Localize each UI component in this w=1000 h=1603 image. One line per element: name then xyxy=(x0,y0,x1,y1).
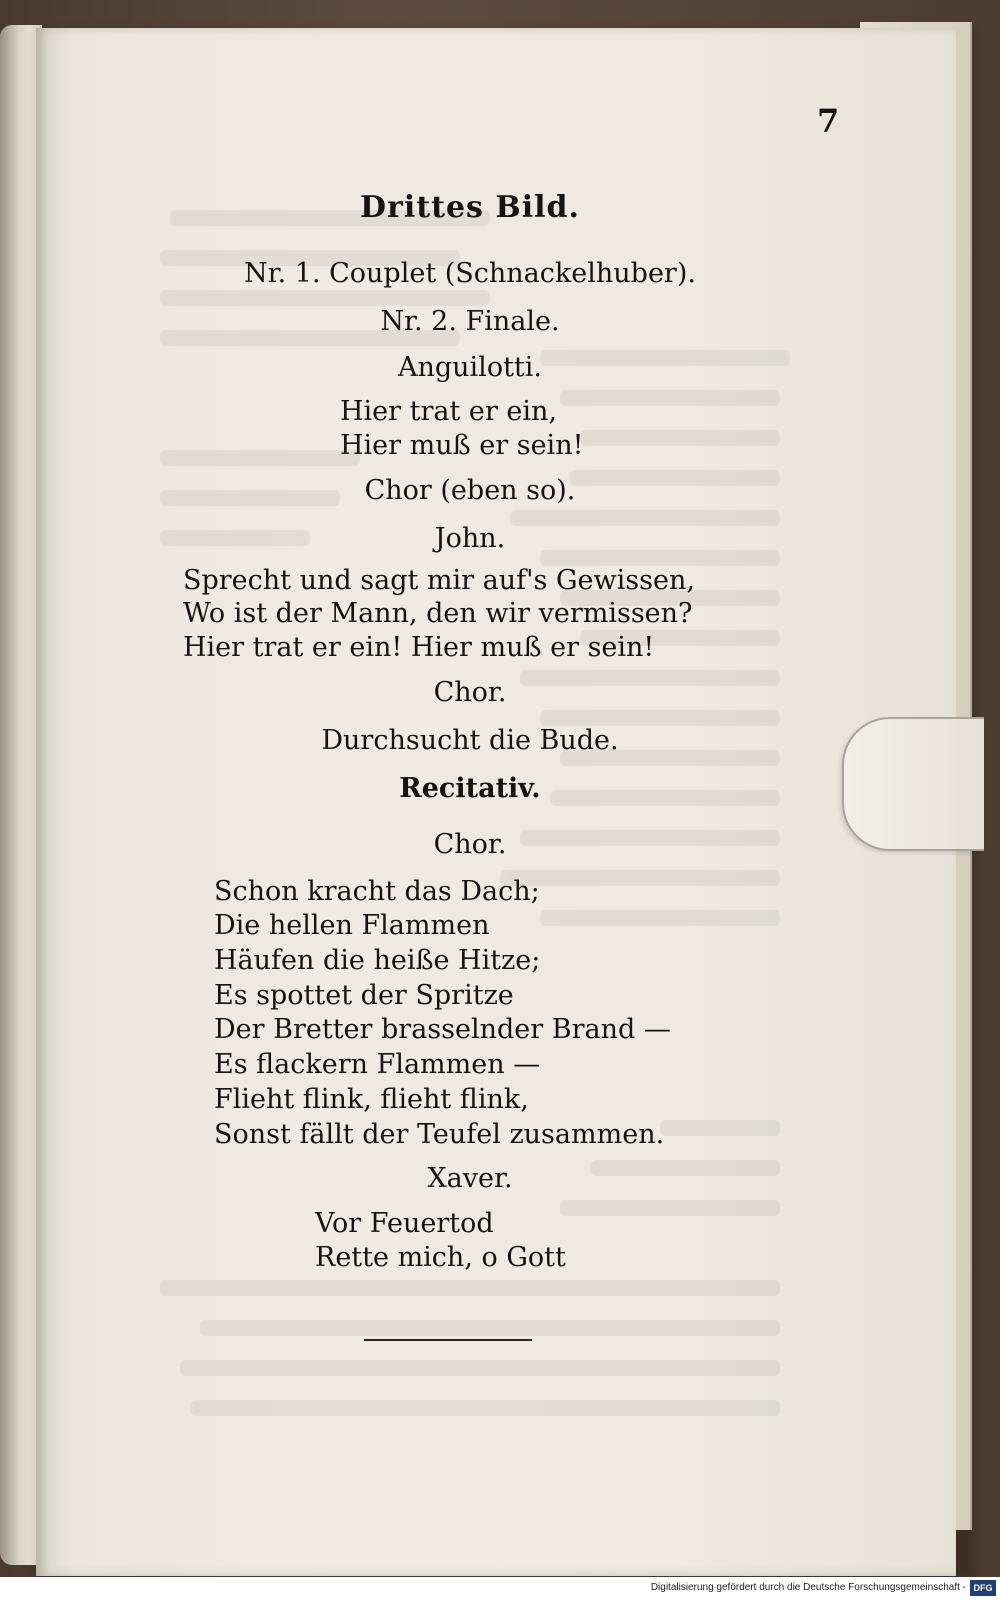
verse-line: Sprecht und sagt mir auf's Gewissen, xyxy=(183,565,695,596)
stage-line: Durchsucht die Bude. xyxy=(321,725,619,756)
speaker-chor: Chor. xyxy=(433,829,507,860)
verse-line: Es spottet der Spritze xyxy=(214,980,514,1011)
verse-line: Der Bretter brasselnder Brand — xyxy=(214,1014,671,1045)
verse-line: Flieht flink, flieht flink, xyxy=(214,1084,529,1115)
page-clip-tab xyxy=(842,717,984,851)
section-finale: Nr. 2. Finale. xyxy=(380,306,560,337)
speaker-john: John. xyxy=(434,523,506,554)
verse-line: Wo ist der Mann, den wir vermissen? xyxy=(183,598,693,629)
verse-line: Hier trat er ein! Hier muß er sein! xyxy=(183,632,655,663)
section-couplet: Nr. 1. Couplet (Schnackelhuber). xyxy=(244,258,696,289)
speaker-chor: Chor. xyxy=(433,677,507,708)
verse-line: Hier muß er sein! xyxy=(340,430,584,461)
recitativ-heading: Recitativ. xyxy=(399,773,541,804)
speaker-xaver: Xaver. xyxy=(427,1163,513,1194)
speaker-anguilotti: Anguilotti. xyxy=(397,352,542,383)
page-number: 7 xyxy=(817,102,840,140)
verse-line: Hier trat er ein, xyxy=(340,396,557,427)
dfg-logo: DFG xyxy=(970,1580,996,1596)
page-heading: Drittes Bild. xyxy=(360,190,580,225)
verse-line: Es flackern Flammen — xyxy=(214,1049,541,1080)
verse-line: Sonst fällt der Teufel zusammen. xyxy=(214,1119,665,1150)
verse-line: Die hellen Flammen xyxy=(214,910,490,941)
speaker-chor-ebenso: Chor (eben so). xyxy=(364,475,576,506)
verse-line: Schon kracht das Dach; xyxy=(214,876,540,907)
footer-credit: Digitalisierung gefördert durch die Deutsche Forschungsgemeinschaft - xyxy=(650,1582,966,1593)
closing-rule xyxy=(364,1339,532,1341)
verse-line: Vor Feuertod xyxy=(315,1208,494,1239)
verse-line: Rette mich, o Gott xyxy=(315,1242,566,1273)
verse-line: Häufen die heiße Hitze; xyxy=(214,945,541,976)
